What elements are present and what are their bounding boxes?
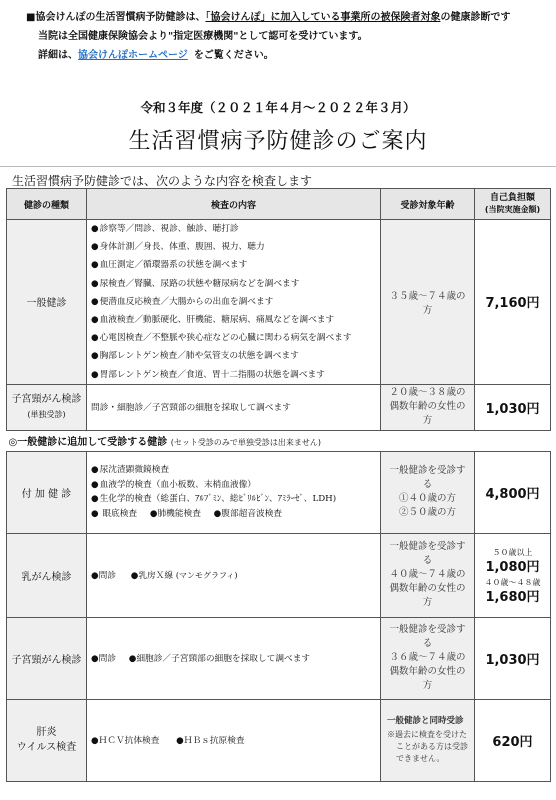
cervical-single-price: 1,030円 (475, 384, 551, 430)
hepatitis-items: ●ＨＣＶ抗体検査 ●ＨＢｓ抗原検査 (87, 699, 381, 781)
cervical-age: 一般健診を受診する ３６歳～７４歳の 偶数年齢の女性の方 (381, 617, 475, 699)
additional-items: ● 尿沈渣顕微鏡検査 ● 血液学的検査（血小板数、末梢血液像） ● 生化学的検査（総蛋白、ｱﾙﾌﾞﾐﾝ、総ﾋﾞﾘﾙﾋﾞﾝ、ｱﾐﾗｰｾﾞ、LDH) ● 眼底検査 ●肺機能検査 ●腹部超音波検査 (87, 451, 381, 533)
general-item: ● 尿検査／腎臓、尿路の状態や糖尿病などを調べます (91, 275, 376, 293)
intro-line-1: ■協会けんぽの生活習慣病予防健診は、「協会けんぽ」に加入している事業所の被保険者対象の健康診断です (26, 12, 511, 23)
intro-notice (26, 8, 546, 65)
hepatitis-name: 肝炎 ウイルス検査 (7, 699, 87, 781)
section-note: (セット受診のみで単独受診は出来ません) (170, 438, 321, 448)
page-title: 生活習慣病予防健診のご案内 (128, 129, 428, 154)
additional-name: 付 加 健 診 (7, 451, 87, 533)
hepatitis-age: 一般健診と同時受診 ※過去に検査を受けた ことがある方は受診 できません。 (381, 699, 475, 781)
general-age: ３５歳～７４歳の方 (381, 220, 475, 385)
general-items-list (91, 220, 376, 384)
kyokai-kenpo-link[interactable]: 協会けんぽホームページ (78, 50, 188, 61)
intro-line-2: 当院は全国健康保険協会より"指定医療機関"として認可を受けています。 (38, 31, 368, 42)
table-row-additional (7, 451, 551, 533)
additional-age: 一般健診を受診する ①４０歳の方 ②５０歳の方 (381, 451, 475, 533)
table-row-breast (7, 533, 551, 617)
breast-name: 乳がん検診 (7, 533, 87, 617)
general-item: ● 身体計測／身長、体重、腹囲、視力、聴力 (91, 238, 376, 256)
breast-items: ●問診 ●乳房Ｘ線 (マンモグラフィ) (87, 533, 381, 617)
table-row-cervical (7, 617, 551, 699)
additional-price: 4,800円 (475, 451, 551, 533)
header-type: 健診の種類 (7, 189, 87, 220)
section-label: ◎一般健診に追加して受診する健診 (8, 437, 168, 449)
checkup-table (6, 188, 551, 782)
table-header-row (7, 189, 551, 220)
general-item: ● 血液検査／動脈硬化、肝機能、糖尿病、痛風などを調べます (91, 311, 376, 329)
cervical-price: 1,030円 (475, 617, 551, 699)
cervical-single-name: 子宮頸がん検診 (単独受診) (7, 384, 87, 430)
table-row-hepatitis (7, 699, 551, 781)
table-row-cervical-single (7, 384, 551, 430)
general-item: ● 便潜血反応検査／大腸からの出血を調べます (91, 293, 376, 311)
general-item: ● 胃部レントゲン検査／食道、胃十二指腸の状態を調べます (91, 366, 376, 384)
hepatitis-price: 620円 (475, 699, 551, 781)
header-content: 検査の内容 (87, 189, 381, 220)
header-age: 受診対象年齢 (381, 189, 475, 220)
general-checkup-items (87, 220, 381, 385)
lead-text: 生活習慣病予防健診では、次のような内容を検査します (12, 174, 313, 188)
general-item: ● 心電図検査／不整脈や狭心症などの心臓に関わる病気を調べます (91, 329, 376, 347)
breast-age: 一般健診を受診する ４０歳～７４歳の 偶数年齢の女性の方 (381, 533, 475, 617)
general-item: ● 診察等／問診、視診、触診、聴打診 (91, 220, 376, 238)
general-item: ● 血圧測定／循環器系の状態を調べます (91, 256, 376, 274)
cervical-single-content: 問診・細胞診／子宮頸部の細胞を採取して調べます (87, 384, 381, 430)
intro-line-3: 詳細は、協会けんぽホームページ をご覧ください。 (38, 50, 274, 61)
general-item: ● 胸部レントゲン検査／肺や気管支の状態を調べます (91, 347, 376, 365)
breast-price: ５０歳以上 1,080円 ４０歳～４８歳 1,680円 (475, 533, 551, 617)
divider (0, 166, 556, 167)
general-checkup-name: 一般健診 (7, 220, 87, 385)
header-price: 自己負担額 (当院実施金額) (475, 189, 551, 220)
section-additional-header (7, 430, 551, 451)
eligibility-highlight: 「協会けんぽ」に加入している事業所の被保険者対象 (205, 12, 441, 23)
cervical-items: ●問診 ●細胞診／子宮頸部の細胞を採取して調べます (87, 617, 381, 699)
general-price: 7,160円 (475, 220, 551, 385)
cervical-single-age: ２０歳～３８歳の 偶数年齢の女性の方 (381, 384, 475, 430)
table-row-general (7, 220, 551, 385)
fiscal-year: 令和３年度（２０２１年４月～２０２２年３月） (140, 100, 416, 115)
cervical-name: 子宮頸がん検診 (7, 617, 87, 699)
